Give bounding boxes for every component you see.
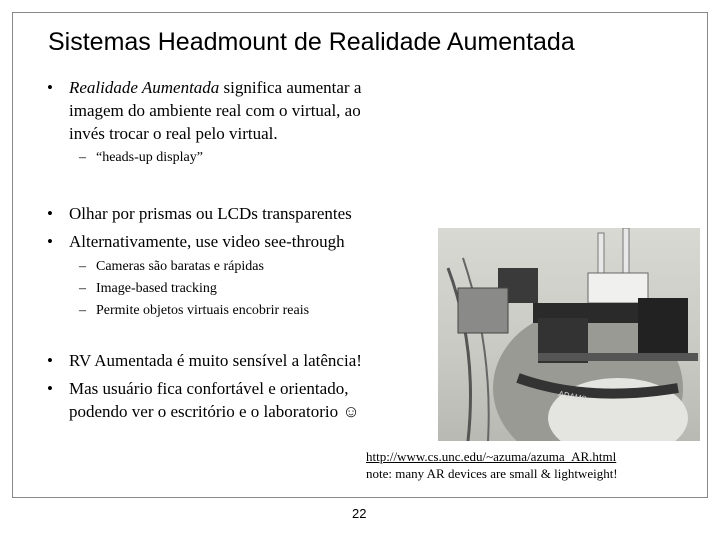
device-note: note: many AR devices are small & lightweight! — [366, 466, 618, 481]
display-right — [638, 298, 688, 358]
bullet-marker: • — [47, 351, 53, 370]
bullet-marker: • — [47, 232, 53, 251]
headmount-illustration — [438, 228, 700, 441]
bullet1-italic: Realidade Aumentada — [69, 78, 220, 97]
bullet-comfort-line2-text: podendo ver o escritório e o laboratorio — [69, 402, 339, 421]
bullet-marker: • — [47, 379, 53, 398]
bullet1-line2: imagem do ambiente real com o virtual, ao — [69, 101, 361, 120]
bullet-latency-text: RV Aumentada é muito sensível a latência! — [69, 351, 362, 370]
page-number: 22 — [352, 506, 367, 521]
dash-marker: – — [79, 281, 86, 296]
bullet1-line3: invés trocar o real pelo virtual. — [69, 124, 278, 143]
sub-tracking-text: Image-based tracking — [96, 281, 217, 296]
bullet1-rest: significa aumentar a — [219, 78, 362, 97]
lower-bar — [538, 353, 698, 361]
bullet-prisms-text: Olhar por prismas ou LCDs transparentes — [69, 204, 352, 223]
strap-label: ADAMS — [557, 389, 588, 404]
bullet-video-text: Alternativamente, use video see-through — [69, 232, 345, 251]
sub-cameras-text: Cameras são baratas e rápidas — [96, 259, 264, 274]
gear-left — [458, 288, 508, 333]
headmount-photo — [438, 228, 700, 441]
sub-occlusion-text: Permite objetos virtuais encobrir reais — [96, 303, 310, 318]
bullet-marker: • — [47, 204, 53, 223]
dash-marker: – — [79, 259, 86, 274]
azuma-link[interactable]: http://www.cs.unc.edu/~azuma/azuma_AR.html — [366, 449, 617, 464]
bullet-comfort-line2 — [69, 400, 360, 423]
bullet1-line1 — [69, 76, 469, 99]
bullet-comfort-line1: Mas usuário fica confortável e orientado, — [69, 379, 349, 398]
slide-title: Sistemas Headmount de Realidade Aumentada — [48, 28, 575, 56]
dash-marker: – — [79, 303, 86, 318]
sub-heads-up-text: “heads-up display” — [96, 150, 203, 165]
dash-marker: – — [79, 150, 86, 165]
smiley-icon: ☺ — [342, 402, 360, 421]
bullet-marker: • — [47, 78, 53, 97]
